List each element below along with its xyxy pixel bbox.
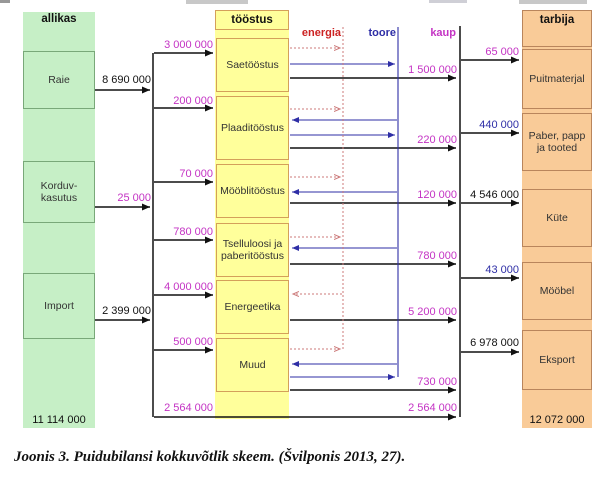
flow-label-saetoostus-out: 1 500 000	[408, 64, 457, 76]
flow-label-to-plaaditoostus: 200 000	[173, 95, 213, 107]
flow-label-to-moobel: 43 000	[485, 264, 519, 276]
flow-label-korduv: 25 000	[117, 192, 151, 204]
flow-label-plaaditoostus-out: 220 000	[417, 134, 457, 146]
flow-label-to-mooblitoostus: 70 000	[179, 168, 213, 180]
industry-header-box	[215, 10, 289, 30]
energia-lines	[290, 27, 343, 349]
cropped-text-artifact	[0, 0, 10, 3]
flow-label-to-puitmaterjal: 65 000	[485, 46, 519, 58]
stream-label-energia: energia	[301, 27, 341, 39]
industry-box-energeetika: Energeetika	[216, 280, 289, 334]
flow-label-muud-out: 730 000	[417, 376, 457, 388]
flow-label-energeetika-out: 5 200 000	[408, 306, 457, 318]
consumer-box-paber: Paber, papp ja tooted	[522, 113, 592, 171]
flow-label-to-saetoostus: 3 000 000	[164, 39, 213, 51]
industry-box-saetoostus: Saetööstus	[216, 38, 289, 92]
consumers-header-box	[522, 10, 592, 47]
flow-label-import: 2 399 000	[102, 305, 151, 317]
sources-header: allikas	[41, 13, 77, 25]
black-flow-lines	[95, 26, 519, 417]
flow-label-to-tselluloosi: 780 000	[173, 226, 213, 238]
toore-lines	[290, 27, 398, 377]
source-box-korduvkasutus: Korduv-kasutus	[23, 161, 95, 223]
cropped-text-artifact	[186, 0, 248, 4]
consumer-box-moobel: Mööbel	[522, 262, 592, 320]
stream-label-toore: toore	[368, 27, 396, 39]
flow-label-to-eksport: 6 978 000	[470, 337, 519, 349]
industry-header: tööstus	[231, 14, 273, 26]
flow-label-to-kyte: 4 546 000	[470, 189, 519, 201]
consumers-total: 12 072 000	[529, 414, 585, 426]
consumer-box-puitmaterjal: Puitmaterjal	[522, 49, 592, 109]
flow-label-bypass-left: 2 564 000	[164, 402, 213, 414]
flow-label-tselluloosi-out: 780 000	[417, 250, 457, 262]
flow-label-to-energeetika: 4 000 000	[164, 281, 213, 293]
industry-box-tselluloosi: Tselluloosi ja paberitööstus	[216, 223, 289, 277]
flow-label-mooblitoostus-out: 120 000	[417, 189, 457, 201]
consumers-header: tarbija	[539, 14, 575, 26]
figure-caption: Joonis 3. Puidubilansi kokkuvõtlik skeem. (Švilponis 2013, 27).	[14, 449, 406, 465]
stream-label-kaup: kaup	[430, 27, 456, 39]
industry-box-muud: Muud	[216, 338, 289, 392]
cropped-text-artifact	[429, 0, 467, 3]
industry-box-mooblitoostus: Mööblitööstus	[216, 164, 289, 218]
flow-label-to-paber: 440 000	[479, 119, 519, 131]
consumer-box-eksport: Eksport	[522, 330, 592, 390]
source-box-import: Import	[23, 273, 95, 339]
flow-label-to-muud: 500 000	[173, 336, 213, 348]
flow-label-raie: 8 690 000	[102, 74, 151, 86]
source-box-raie: Raie	[23, 51, 95, 109]
industry-box-plaaditoostus: Plaaditööstus	[216, 96, 289, 160]
consumer-box-kyte: Küte	[522, 189, 592, 247]
cropped-text-artifact	[519, 0, 587, 4]
flow-label-bypass-right: 2 564 000	[408, 402, 457, 414]
sources-total: 11 114 000	[32, 414, 86, 426]
